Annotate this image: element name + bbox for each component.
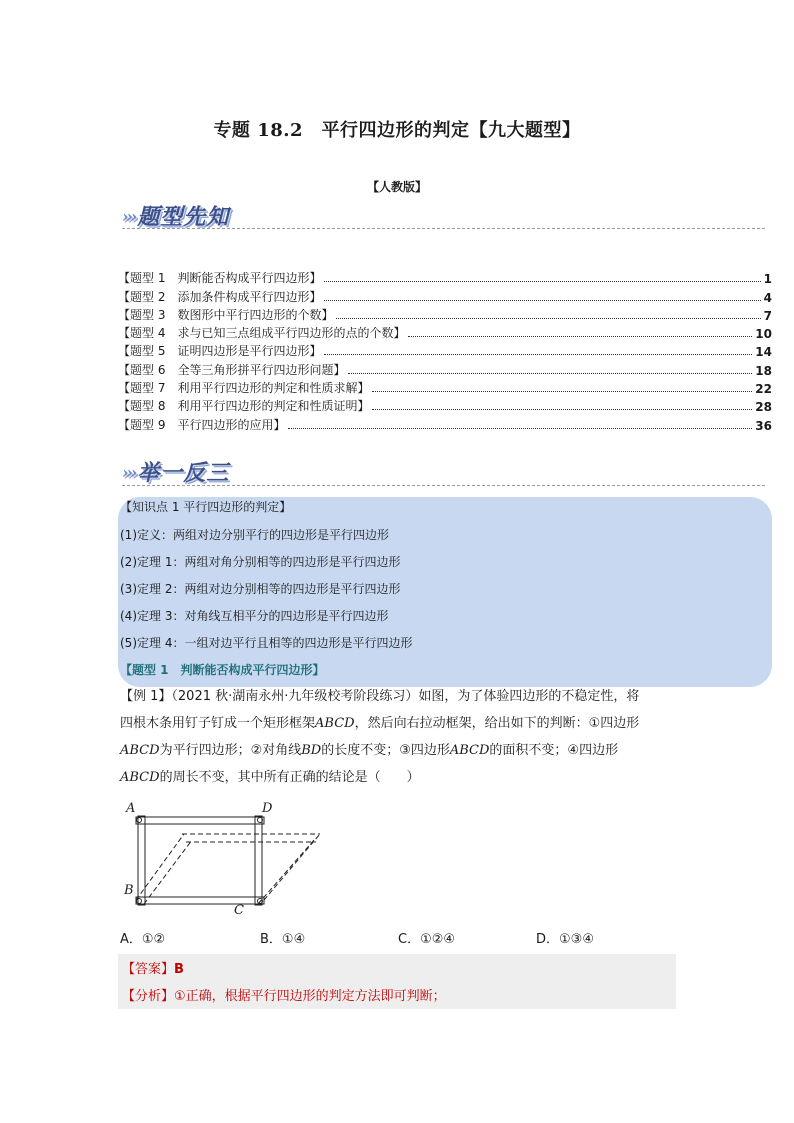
frame-bottom-bar <box>136 897 264 904</box>
text-span: ，然后向右拉动框架，给出如下的判断：①四边形 <box>354 716 640 731</box>
toc-item-label: 【题型 1 判断能否构成平行四边形】 <box>118 271 322 286</box>
knowledge-item: (5)定理 4：一组对边平行且相等的四边形是平行四边形 <box>120 636 413 650</box>
sheared-left-b <box>144 840 192 904</box>
vertex-label-b: B <box>124 883 134 898</box>
toc-item-page: 10 <box>755 327 772 342</box>
math-span: ABCD <box>120 743 160 758</box>
text-span: 为平行四边形；②对角线 <box>159 743 302 758</box>
choice-text: ①③④ <box>559 932 594 947</box>
toc-leader <box>408 336 752 337</box>
toc-leader <box>288 428 752 429</box>
analysis-label: 【分析】 <box>122 989 175 1004</box>
toc-item-page: 28 <box>755 400 772 415</box>
toc-item-page: 18 <box>755 363 772 378</box>
vertex-label-c: C <box>234 903 244 918</box>
table-of-contents <box>118 268 772 433</box>
toc-item[interactable] <box>118 268 772 286</box>
knowledge-item: (1)定义：两组对边分别平行的四边形是平行四边形 <box>120 528 389 542</box>
vertex-label-a: A <box>126 801 136 816</box>
choice-letter: A． <box>120 932 142 947</box>
text-span: 的面积不变；④四边形 <box>489 743 619 758</box>
arrows-icon: ››› <box>122 207 136 226</box>
toc-leader <box>372 391 752 392</box>
frame-top-bar <box>136 817 264 824</box>
choice-a[interactable] <box>120 928 165 947</box>
sheared-right-a <box>264 834 320 900</box>
text-span: 的长度不变；③四边形 <box>321 743 450 758</box>
choice-c[interactable] <box>398 928 455 947</box>
toc-leader <box>324 281 760 282</box>
toc-item-page: 1 <box>763 272 772 287</box>
banner-preview-text: 题型先知 <box>137 204 230 230</box>
example-line <box>120 764 680 791</box>
math-span: ABCD <box>315 716 355 731</box>
frame-right-bar <box>255 816 262 905</box>
choice-d[interactable] <box>536 928 594 947</box>
toc-item-label: 【题型 9 平行四边形的应用】 <box>118 417 286 432</box>
toc-item[interactable] <box>118 378 772 396</box>
toc-leader <box>336 318 760 319</box>
answer-line <box>122 958 184 977</box>
toc-item-label: 【题型 2 添加条件构成平行四边形】 <box>118 289 322 304</box>
nail-a <box>137 818 142 823</box>
analysis-line <box>122 985 446 1004</box>
math-span: ABCD <box>120 770 160 785</box>
toc-item-label: 【题型 6 全等三角形拼平行四边形问题】 <box>118 362 346 377</box>
page-title: 专题 18.2 平行四边形的判定【九大题型】 <box>213 120 581 141</box>
toc-item-page: 22 <box>755 382 772 397</box>
choice-letter: D． <box>536 932 560 947</box>
banner-preview <box>122 200 229 231</box>
toc-item[interactable] <box>118 414 772 432</box>
frame-figure <box>118 796 338 918</box>
toc-item-label: 【题型 7 利用平行四边形的判定和性质求解】 <box>118 381 370 396</box>
choice-letter: B． <box>260 932 282 947</box>
example-line <box>120 737 680 764</box>
toc-item[interactable] <box>118 341 772 359</box>
toc-item-label: 【题型 5 证明四边形是平行四边形】 <box>118 344 322 359</box>
knowledge-heading: 【知识点 1 平行四边形的判定】 <box>120 500 292 514</box>
example-line <box>120 710 680 737</box>
toc-item[interactable] <box>118 359 772 377</box>
text-span: 的周长不变，其中所有正确的结论是（ ） <box>159 770 420 785</box>
toc-leader <box>372 409 752 410</box>
banner-practice <box>122 456 229 487</box>
type-heading: 【题型 1 判断能否构成平行四边形】 <box>120 663 325 677</box>
divider <box>122 228 765 229</box>
sheared-right-b <box>258 840 314 904</box>
example-line: 【例 1】（2021 秋·湖南永州·九年级校考阶段练习）如图，为了体验四边形的不稳定性，将 <box>120 689 640 704</box>
example-question <box>120 683 680 791</box>
toc-item-page: 7 <box>763 308 772 323</box>
knowledge-item: (3)定理 2：两组对边分别相等的四边形是平行四边形 <box>120 582 401 596</box>
toc-item-page: 4 <box>763 290 772 305</box>
toc-item[interactable] <box>118 305 772 323</box>
toc-leader <box>324 300 760 301</box>
toc-leader <box>348 373 752 374</box>
answer-value: B <box>174 962 184 977</box>
math-span: BD <box>301 743 322 758</box>
toc-item[interactable] <box>118 286 772 304</box>
choice-text: ①④ <box>281 932 306 947</box>
edition-label: 【人教版】 <box>366 180 427 194</box>
vertex-label-d: D <box>262 801 273 816</box>
toc-item-page: 36 <box>755 418 772 433</box>
toc-item-label: 【题型 8 利用平行四边形的判定和性质证明】 <box>118 399 370 414</box>
choice-text: ①②④ <box>420 932 456 947</box>
divider <box>122 485 765 486</box>
analysis-text: ①正确，根据平行四边形的判定方法即可判断； <box>174 989 446 1004</box>
choice-letter: C． <box>398 932 421 947</box>
banner-practice-text: 举一反三 <box>137 460 230 486</box>
choice-text: ①② <box>141 932 166 947</box>
knowledge-item: (2)定理 1：两组对角分别相等的四边形是平行四边形 <box>120 555 401 569</box>
answer-label: 【答案】 <box>122 962 175 977</box>
toc-item-label: 【题型 4 求与已知三点组成平行四边形的点的个数】 <box>118 326 406 341</box>
math-span: ABCD <box>449 743 490 758</box>
text-span: 四根木条用钉子钉成一个矩形框架 <box>120 716 316 731</box>
toc-leader <box>324 354 752 355</box>
toc-item[interactable] <box>118 323 772 341</box>
toc-item-page: 14 <box>755 345 772 360</box>
nail-b <box>137 899 142 904</box>
arrows-icon: ››› <box>122 463 136 482</box>
choice-b[interactable] <box>260 928 305 947</box>
sheared-left-a <box>136 834 184 900</box>
toc-item[interactable] <box>118 396 772 414</box>
toc-item-label: 【题型 3 数图形中平行四边形的个数】 <box>118 307 334 322</box>
knowledge-item: (4)定理 3：对角线互相平分的四边形是平行四边形 <box>120 609 389 623</box>
